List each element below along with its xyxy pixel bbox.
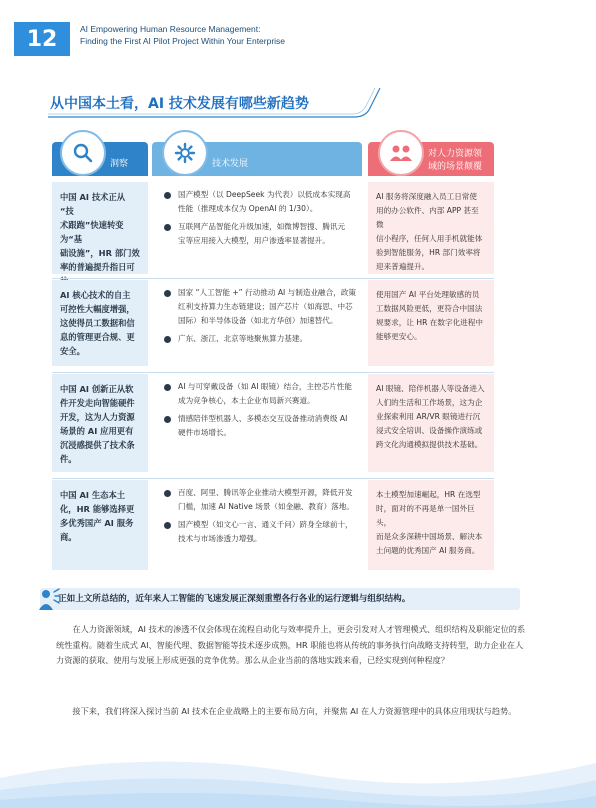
column-label-insight: 洞察: [110, 159, 129, 169]
row-divider: [52, 372, 494, 373]
table-row: [52, 182, 494, 274]
body-paragraph: 在人力资源领域，AI 技术的渗透不仅会体现在流程自动化与效率提升上，更会引发对人才管理模式、组织结构及职能定位的系统性重构。随着生成式 AI、智能代理、数据智能等技术逐步成熟，HR 职能也将从传统的事务执行向战略支持转型，助力企业在人力资源的获取、使用与发展上形成更强的竞争优势。那么从企业当前的落地实践来看，已经实现到何种程度？: [56, 624, 526, 665]
impact-cell: AI 眼镜、陪伴机器人等设备进入 人们的生活和工作场景，这为企 业探索利用 AR/VR 眼镜进行沉 浸式安全培训、设备操作演练或 跨文化沟通模拟提供技术基础。: [368, 374, 494, 472]
footer-wave-decoration: [0, 718, 596, 808]
tech-cell: 国家 “人工智能 +” 行动推动 AI 与制造业融合，政策 红利支持算力生态链建设；国产芯片（如海思、中芯 国际）和半导体设备（如北方华创）加速替代。 广东、浙江、北京等地聚焦算力基建。: [152, 280, 366, 356]
people-icon: [378, 130, 424, 176]
column-label-tech: 技术发展: [212, 159, 249, 169]
insight-cell: 中国 AI 技术正从 “技 术跟跑”快速转变为“基 础设施”，HR 部门效 率的普遍提升指日可: [52, 182, 148, 274]
running-header: [80, 23, 285, 47]
table-row: [52, 280, 494, 368]
insight-cell: 中国 AI 生态本土 化，HR 能够选择更 多优秀国产 AI 服务 商。: [52, 480, 148, 570]
tech-cell: AI 与可穿戴设备（如 AI 眼镜）结合，主控芯片性能 成为竞争核心，本土企业布局新兴赛道。 情感陪伴型机器人、多模态交互设备推动消费级 AI 硬件市场增长。: [152, 374, 366, 450]
impact-cell: 本土模型加速崛起，HR 在选型 时，面对的不再是单一国外巨头， 而是众多深耕中国场景、解决本 土问题的优秀国产 AI 服务商。: [368, 480, 494, 570]
impact-cell: AI 服务将深度融入员工日常使 用的办公软件、内部 APP 甚至微 信小程序，任何人用手机就能体 验到智能服务，HR 部门效率将 迎来普遍提升。: [368, 182, 494, 274]
insight-cell: 中国 AI 创新正从软 件开发走向智能硬件 开发，这为人力资源 场景的 AI 应用更有 沉浸感提供了技术条 件。: [52, 374, 148, 472]
tech-cell: 国产模型（以 DeepSeek 为代表）以低成本实现高 性能（推理成本仅为 OpenAI 的 1/30）。 互联网产品智能化升级加速，如微博智搜、腾讯元 宝等应用接入大模型，用户渗透率显著提升。: [152, 182, 366, 258]
body-paragraph: 接下来，我们将深入探讨当前 AI 技术在企业战略上的主要布局方向，并聚焦 AI 在人力资源管理中的具体应用现状与趋势。: [72, 706, 517, 716]
column-label-impact: 对人力资源领 域的场景颠覆: [428, 149, 483, 172]
gear-icon: [162, 130, 208, 176]
row-divider: [52, 278, 494, 279]
summary-text: 正如上文所总结的，近年来人工智能的飞速发展正深刻重塑各行各业的运行逻辑与组织结构。: [58, 594, 411, 604]
table-row: [52, 374, 494, 474]
table-row: [52, 480, 494, 574]
section-title: 从中国本土看，AI 技术发展有哪些新趋势: [50, 96, 309, 112]
impact-cell: 使用国产 AI 平台处理敏感的员 工数据风险更低，更符合中国法 规要求，让 HR 在数字化进程中 能够更安心。: [368, 280, 494, 366]
row-divider: [52, 478, 494, 479]
tech-cell: 百度、阿里、腾讯等企业推动大模型开源，降低开发 门槛，加速 AI Native 场景（如金融、教育）落地。 国产模型（如文心一言、通义千问）跻身全球前十， 技术与市场渗透力增强。: [152, 480, 366, 556]
running-header-line1: AI Empowering Human Resource Management:: [80, 24, 261, 34]
insight-cell: AI 核心技术的自主 可控性大幅度增强， 这使得员工数据和信 息的管理更合规、更 安全。: [52, 280, 148, 366]
running-header-line2: Finding the First AI Pilot Project Within Your Enterprise: [80, 36, 286, 46]
page-number: 12: [14, 22, 70, 56]
magnifier-icon: [60, 130, 106, 176]
